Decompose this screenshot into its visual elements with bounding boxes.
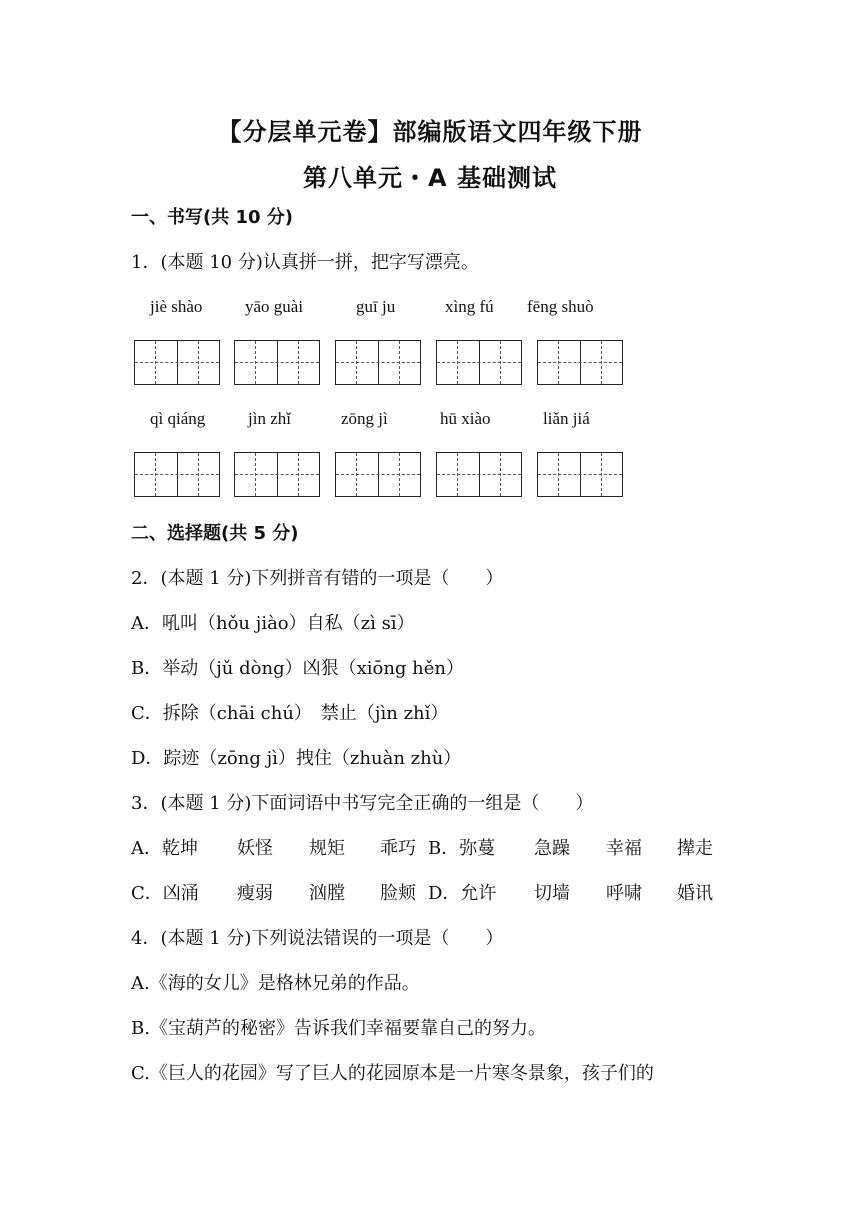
question-1: 1．(本题 10 分)认真拼一拼，把字写漂亮。 (131, 252, 479, 273)
option-word: 乖巧 (380, 838, 416, 859)
section1-heading: 一、书写(共 10 分) (131, 207, 294, 228)
section2-heading: 二、选择题(共 5 分) (131, 523, 299, 544)
option-word: 汹膛 (309, 883, 345, 904)
option-word: 规矩 (309, 838, 345, 859)
pinyin-label: jìn zhǐ (248, 409, 291, 428)
writing-box[interactable] (134, 340, 220, 385)
writing-box[interactable] (537, 340, 623, 385)
option-word: 呼啸 (606, 883, 642, 904)
question-4-option-b: B.《宝葫芦的秘密》告诉我们幸福要靠自己的努力。 (131, 1018, 546, 1039)
question-3-options-ab (131, 837, 713, 861)
writing-box[interactable] (335, 340, 421, 385)
writing-box[interactable] (234, 452, 320, 497)
option-word: 脸颊 (380, 883, 416, 904)
option-word: 撵走 (677, 838, 713, 859)
option-word: C．凶涌 (131, 883, 199, 904)
question-4-option-c: C.《巨人的花园》写了巨人的花园原本是一片寒冬景象，孩子们的 (131, 1063, 654, 1084)
option-word: 妖怪 (237, 838, 273, 859)
pinyin-label: xìng fú (445, 297, 494, 316)
question-4-option-a: A.《海的女儿》是格林兄弟的作品。 (131, 973, 420, 994)
pinyin-label: liǎn jiá (543, 409, 590, 428)
document-subtitle: 第八单元・A 基础测试 (303, 164, 557, 192)
question-2-option-a: A．吼叫（hǒu jiào）自私（zì sī） (131, 613, 415, 634)
question-2: 2．(本题 1 分)下列拼音有错的一项是（ ） (131, 568, 504, 589)
pinyin-label: yāo guài (245, 297, 304, 316)
option-word: B．弥蔓 (428, 838, 496, 859)
option-word: 婚讯 (677, 883, 713, 904)
writing-box[interactable] (335, 452, 421, 497)
question-3-options-cd (131, 882, 713, 906)
question-3: 3．(本题 1 分)下面词语中书写完全正确的一组是（ ） (131, 793, 594, 814)
document-title: 【分层单元卷】部编版语文四年级下册 (217, 118, 643, 146)
question-4: 4．(本题 1 分)下列说法错误的一项是（ ） (131, 928, 504, 949)
pinyin-label: qì qiáng (150, 409, 206, 428)
writing-box[interactable] (234, 340, 320, 385)
option-word: 瘦弱 (237, 883, 273, 904)
pinyin-label: jiè shào (150, 297, 203, 316)
writing-box[interactable] (436, 340, 522, 385)
option-word: 幸福 (606, 838, 642, 859)
option-word: D．允许 (428, 883, 497, 904)
option-word: A．乾坤 (131, 838, 198, 859)
writing-box[interactable] (436, 452, 522, 497)
pinyin-label: fēng shuò (527, 297, 594, 316)
writing-box[interactable] (134, 452, 220, 497)
question-2-option-b: B．举动（jǔ dòng）凶狠（xiōng hěn） (131, 658, 465, 679)
option-word: 切墙 (534, 883, 570, 904)
question-2-option-d: D．踪迹（zōng jì）拽住（zhuàn zhù） (131, 748, 462, 769)
option-word: 急躁 (534, 838, 570, 859)
pinyin-label: hū xiào (440, 409, 491, 428)
question-2-option-c: C．拆除（chāi chú） 禁止（jìn zhǐ） (131, 703, 449, 724)
pinyin-label: zōng jì (341, 409, 388, 428)
writing-box[interactable] (537, 452, 623, 497)
pinyin-label: guī ju (356, 297, 396, 316)
